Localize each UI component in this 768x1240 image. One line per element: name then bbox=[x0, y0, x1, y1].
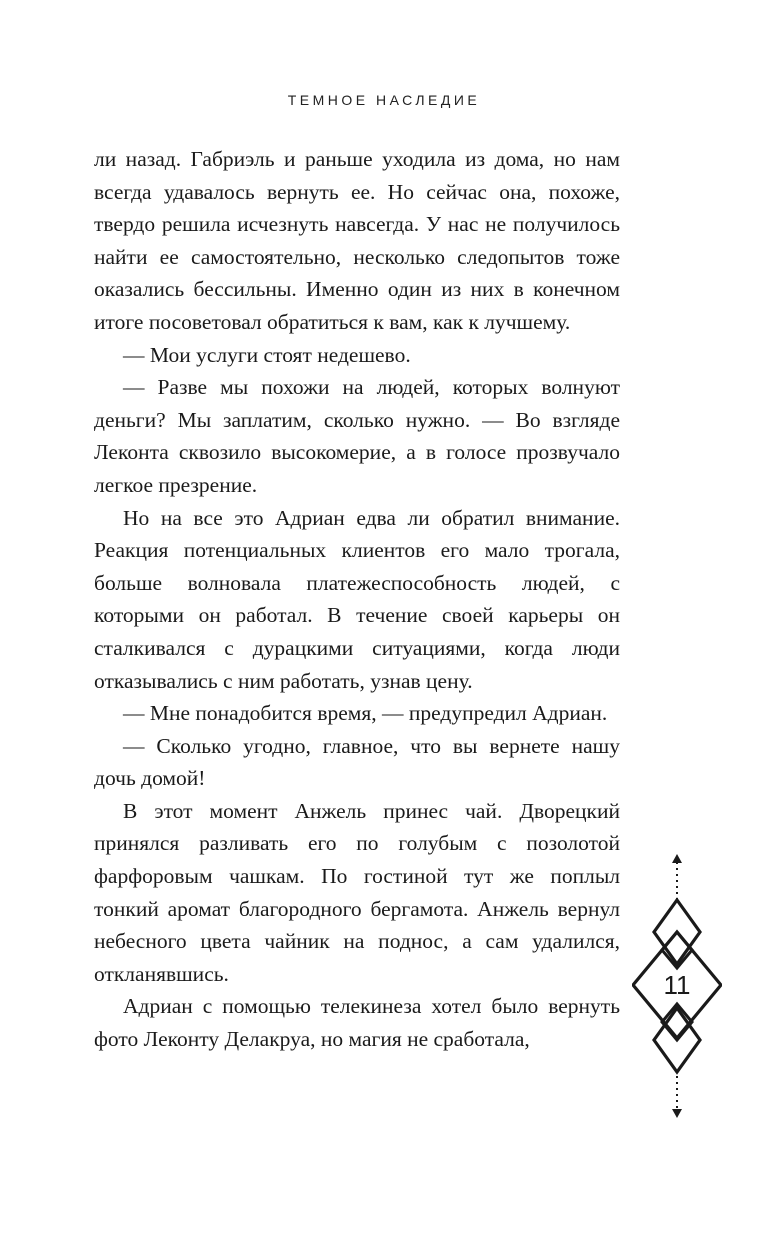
paragraph-6: — Сколько угодно, главное, что вы вернете нашу дочь домой! bbox=[94, 733, 620, 791]
paragraph-7: В этот момент Анжель принес чай. Дворецкий принялся разливать его по голубым с позолотой фарфоровым чашкам. По гостиной тут же поплыл тонкий аромат благородного бергамота. Анжель вернул небесного цвета чайник на поднос, а сам удалился, откланявшись. bbox=[94, 798, 620, 986]
paragraph-8: Адриан с помощью телекинеза хотел было вернуть фото Леконту Делакруа, но магия не сработала, bbox=[94, 994, 620, 1052]
body-text bbox=[94, 143, 620, 1056]
running-head-title: ТЕМНОЕ НАСЛЕДИЕ bbox=[287, 92, 481, 108]
paragraph-4: Но на все это Адриан едва ли обратил внимание. Реакция потенциальных клиентов его мало трогала, больше волновала платежеспособность людей, с которыми он работал. В течение своей карьеры он сталкивался с дурацкими ситуациями, когда люди отказывались с ним работать, узнав цену. bbox=[94, 505, 620, 693]
paragraph-1: ли назад. Габриэль и раньше уходила из дома, но нам всегда удавалось вернуть ее. Но сейчас она, похоже, твердо решила исчезнуть навсегда. У нас не получилось найти ее самостоятельно, несколько следопытов тоже оказались бессильны. Именно один из них в конечном итоге посоветовал обратиться к вам, как к лучшему. bbox=[94, 147, 620, 334]
paragraph-5: — Мне понадобится время, — предупредил Адриан. bbox=[123, 701, 608, 726]
paragraph-2: — Мои услуги стоят недешево. bbox=[123, 342, 411, 367]
page-number: 11 bbox=[663, 970, 691, 1000]
paragraph-3: — Разве мы похожи на людей, которых волнуют деньги? Мы заплатим, сколько нужно. — Во взгляде Леконта сквозило высокомерие, а в голосе прозвучало легкое презрение. bbox=[94, 375, 620, 497]
